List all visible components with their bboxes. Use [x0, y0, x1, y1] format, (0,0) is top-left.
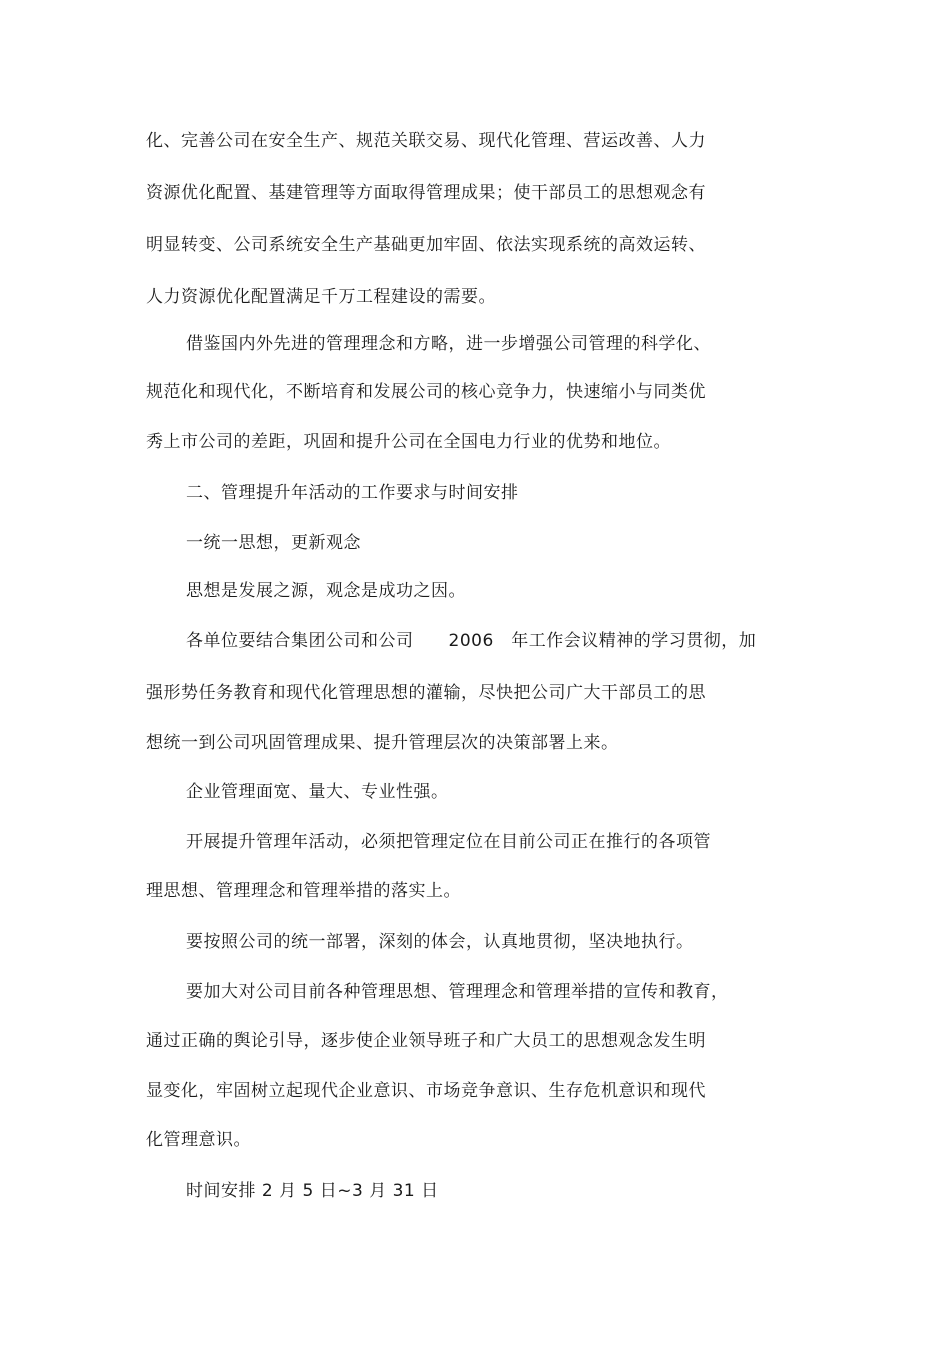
- paragraph-line-2: 资源优化配置、基建管理等方面取得管理成果；使干部员工的思想观念有: [146, 183, 706, 203]
- paragraph-line-19: 通过正确的舆论引导，逐步使企业领导班子和广大员工的思想观念发生明: [146, 1031, 706, 1051]
- paragraph-line-7: 秀上市公司的差距，巩固和提升公司在全国电力行业的优势和地位。: [146, 432, 671, 452]
- paragraph-line-20: 显变化，牢固树立起现代企业意识、市场竞争意识、生存危机意识和现代: [146, 1081, 706, 1101]
- paragraph-line-3: 明显转变、公司系统安全生产基础更加牢固、依法实现系统的高效运转、: [146, 235, 706, 255]
- schedule-line: 时间安排 2 月 5 日~3 月 31 日: [186, 1181, 439, 1201]
- subsection-heading: 一统一思想，更新观念: [186, 533, 361, 553]
- paragraph-line-5: 借鉴国内外先进的管理理念和方略，进一步增强公司管理的科学化、: [186, 334, 711, 354]
- paragraph-line-13: 想统一到公司巩固管理成果、提升管理层次的决策部署上来。: [146, 733, 619, 753]
- paragraph-line-21: 化管理意识。: [146, 1130, 251, 1150]
- paragraph-line-10: 思想是发展之源，观念是成功之因。: [186, 581, 466, 601]
- paragraph-line-11: 各单位要结合集团公司和公司 2006 年工作会议精神的学习贯彻，加: [186, 631, 757, 651]
- paragraph-line-14: 企业管理面宽、量大、专业性强。: [186, 782, 449, 802]
- paragraph-line-16: 理思想、管理理念和管理举措的落实上。: [146, 881, 461, 901]
- paragraph-line-6: 规范化和现代化，不断培育和发展公司的核心竞争力，快速缩小与同类优: [146, 382, 706, 402]
- paragraph-line-17: 要按照公司的统一部署，深刻的体会，认真地贯彻，坚决地执行。: [186, 932, 694, 952]
- paragraph-line-4: 人力资源优化配置满足千万工程建设的需要。: [146, 287, 496, 307]
- section-heading: 二、管理提升年活动的工作要求与时间安排: [186, 483, 519, 503]
- paragraph-line-18: 要加大对公司目前各种管理思想、管理理念和管理举措的宣传和教育，: [186, 982, 729, 1002]
- paragraph-line-15: 开展提升管理年活动，必须把管理定位在目前公司正在推行的各项管: [186, 832, 711, 852]
- paragraph-line-12: 强形势任务教育和现代化管理思想的灌输，尽快把公司广大干部员工的思: [146, 683, 706, 703]
- paragraph-line-1: 化、完善公司在安全生产、规范关联交易、现代化管理、营运改善、人力: [146, 131, 706, 151]
